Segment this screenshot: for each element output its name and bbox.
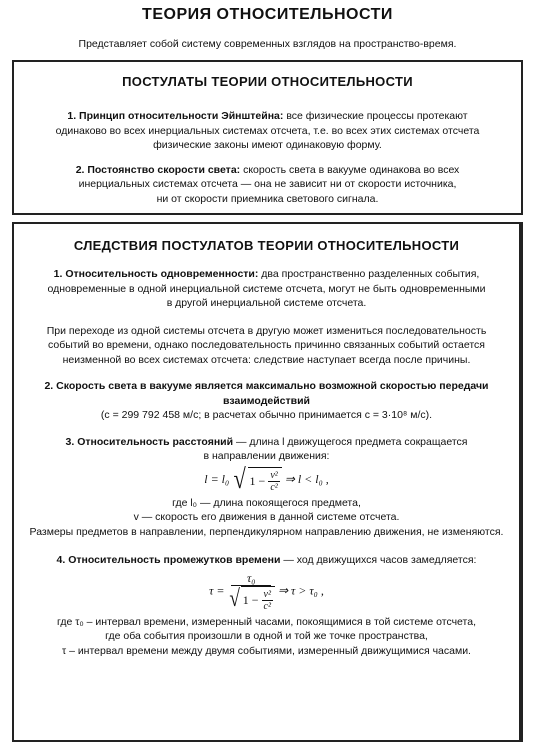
formula-legend: где τ₀ – интервал времени, измеренный часами, покоящимися в той системе отсчета, [56, 615, 476, 628]
postulate-1-text: одинаково во всех инерциальных системах отсчета, т.е. во всех этих системах отсчета [55, 124, 480, 137]
consequence-2 [14, 379, 519, 423]
postulate-1-text: физические законы имеют одинаковую форму. [153, 139, 382, 151]
consequence-1-paragraph-2 [14, 324, 519, 368]
consequences-box [12, 222, 523, 742]
consequence-1-note: При переходе из одной системы отсчета в другую может измениться последовательность [46, 324, 487, 337]
sqrt-symbol: √ 1 − $\frac{\text{v²}}{\text{c²}}$ [228, 586, 275, 612]
consequence-1-note: событий во времени, однако последовательность причинно связанных событий остается [48, 339, 485, 351]
postulate-2-text: инерциальных системах отсчета — она не зависит ни от скорости источника, [78, 178, 457, 190]
postulates-heading: ПОСТУЛАТЫ ТЕОРИИ ОТНОСИТЕЛЬНОСТИ [122, 74, 413, 89]
postulates-box [12, 60, 523, 215]
postulate-1 [14, 109, 521, 153]
consequence-1-title: 1. Относительность одновременности: [53, 268, 259, 280]
consequence-3-text: — длина l движущегося предмета сокращается [233, 435, 468, 448]
consequences-heading: СЛЕДСТВИЯ ПОСТУЛАТОВ ТЕОРИИ ОТНОСИТЕЛЬНОСТИ [73, 238, 460, 253]
consequence-3 [14, 435, 519, 540]
sqrt-symbol: √ 1 − $\frac{\text{v²}}{\text{c²}}$ [232, 466, 282, 494]
length-contraction-formula: l = l₀ √ 1 − $\frac{\text{v²}}{\text{c²}}$ ⇒ l < l₀ , [204, 463, 329, 495]
consequence-2-title: 2. Скорость света в вакууме является максимально возможной скоростью передачи [44, 380, 489, 392]
formula-legend: v — скорость его движения в данной системе отсчета. [133, 511, 400, 523]
consequence-3-text: в направлении движения: [203, 450, 330, 462]
formula-legend: где l₀ — длина покоящегося предмета, [172, 496, 361, 509]
postulate-2 [14, 163, 521, 207]
consequence-1 [14, 267, 519, 311]
consequence-2-title: взаимодействий [222, 394, 311, 407]
page-subtitle: Представляет собой систему современных взглядов на пространство-время. [78, 38, 457, 50]
postulate-1-title: 1. Принцип относительности Эйнштейна: [67, 110, 284, 122]
time-dilation-formula: τ = τ₀ √ 1 − $\frac{\text{v²}}{\text{c²}}$ ⇒ τ > τ₀ , [209, 570, 324, 612]
consequence-4-title: 4. Относительность промежутков времени [56, 554, 281, 566]
formula-legend: где оба события произошли в одной и той же точке пространства, [105, 630, 428, 642]
postulate-2-text: ни от скорости приемника светового сигнала. [156, 192, 379, 205]
postulate-2-title: 2. Постоянство скорости света: [75, 163, 241, 176]
postulate-2-text: скорость света в вакууме одинакова во всех [240, 163, 460, 176]
consequence-4-text: — ход движущихся часов замедляется: [280, 554, 477, 566]
page-title: ТЕОРИЯ ОТНОСИТЕЛЬНОСТИ [142, 6, 393, 23]
formula-legend: τ – интервал времени между двумя событиями, измеренный движущимися часами. [62, 644, 471, 657]
consequence-1-text: в другой инерциальной системе отсчета. [166, 297, 367, 309]
consequence-3-title: 3. Относительность расстояний [65, 435, 234, 448]
consequence-1-note: неизменной во всех системах отсчета: следствие наступает всегда после причины. [62, 353, 471, 366]
consequence-3-note: Размеры предметов в направлении, перпендикулярном направлению движения, не изменяются. [29, 525, 504, 538]
consequence-1-text: одновременные в одной инерциальной системе отсчета, могут не быть одновременными [47, 282, 486, 295]
speed-of-light-value: (c = 299 792 458 м/с; в расчетах обычно принимается c = 3·10⁸ м/с). [100, 409, 433, 421]
consequence-1-text: два пространственно разделенных события, [258, 268, 480, 280]
consequence-4 [14, 553, 519, 658]
postulate-1-text: все физические процессы протекают [283, 110, 468, 122]
